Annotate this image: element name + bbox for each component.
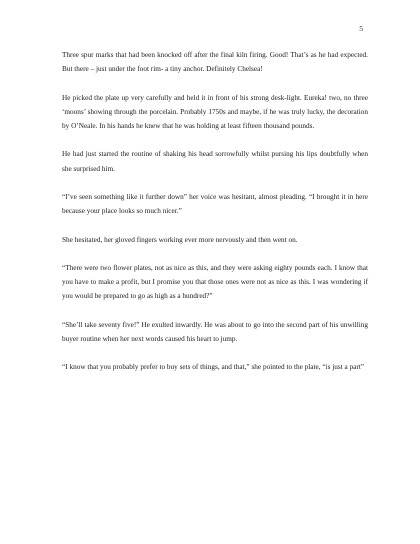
paragraph-4: “I’ve seen something like it further down” her voice was hesitant, almost pleading. “I brought it in here because your place looks so much nicer.”	[62, 192, 368, 216]
paragraph-2: He picked the plate up very carefully and held it in front of his strong desk-light. Eureka! two, no three ‘moons’ showing through the porcelain. Probably 1750s and maybe, if he was truly lucky, the decoration by O’Neale. In his hands he knew that he was holding at least fifteen thousand pounds.	[62, 93, 368, 130]
paragraph-5: She hesitated, her gloved fingers working ever more nervously and then went on.	[62, 235, 298, 244]
paragraph-3: He had just started the routine of shaking his head sorrowfully whilst pursing his lips doubtfully when she surprised him.	[62, 150, 368, 173]
paragraph-8: “I know that you probably prefer to buy sets of things, and that,” she pointed to the plate, “is just a part”	[62, 363, 365, 372]
paragraph-1: Three spur marks that had been knocked off after the final kiln firing. Good! That’s as he had expected. But there – just under the foot rim- a tiny anchor. Definitely Chelsea!	[62, 51, 368, 74]
paragraph-6: “There were two flower plates, not as nice as this, and they were asking eighty pounds each. I know that you have to make a profit, but I promise you that those ones were not as nice as this. I was wondering if you would be prepared to go as high as a hundred?”	[62, 263, 368, 301]
page-number: 5	[359, 24, 363, 33]
body-text	[62, 48, 368, 389]
paragraph-7: “She’ll take seventy five!” He exulted inwardly. He was about to go into the second part of his unwilling buyer routine when her next words caused his heart to jump.	[62, 320, 368, 343]
